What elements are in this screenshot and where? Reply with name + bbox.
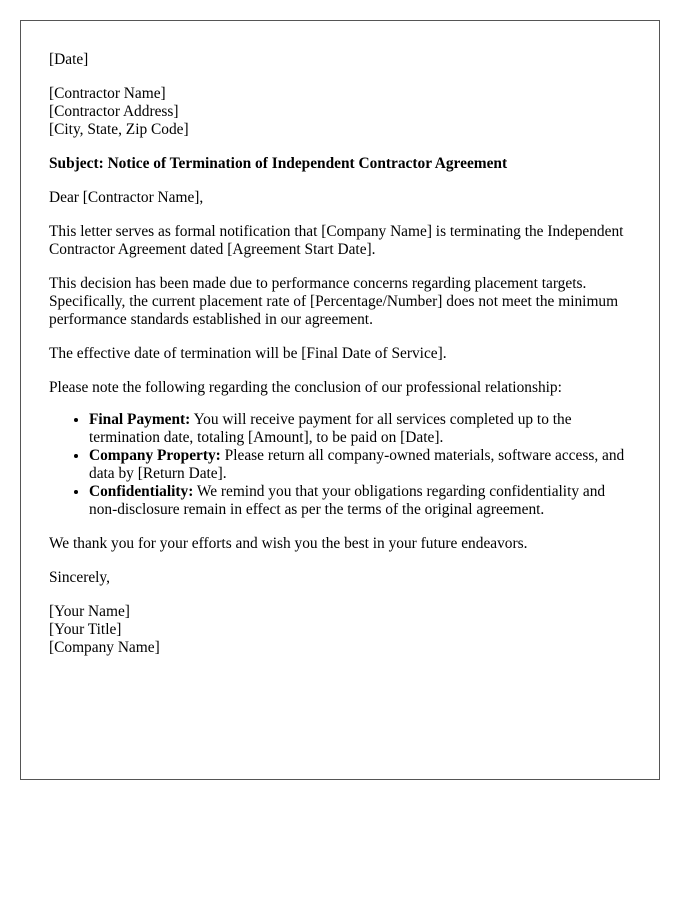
signature-company: [Company Name] [49,639,160,656]
list-item-text: Please return all company-owned materials, software access, and data by [Return Date]. [89,447,625,482]
signature-block [49,603,631,657]
list-item-text: We remind you that your obligations regarding confidentiality and non-disclosure remain in effect as per the terms of the original agreement. [89,483,606,518]
list-item-title: Final Payment: [89,411,191,428]
list-item [89,411,631,447]
recipient-name: [Contractor Name] [49,85,166,102]
paragraph-list-intro: Please note the following regarding the conclusion of our professional relationship: [49,379,562,396]
recipient-block [49,85,631,139]
list-item-title: Company Property: [89,447,221,464]
letter-page [20,20,660,780]
terms-list [49,411,631,519]
paragraph-notification: This letter serves as formal notification that [Company Name] is terminating the Independent Contractor Agreement dated [Agreement Start Date]. [49,223,624,258]
signature-name: [Your Name] [49,603,130,620]
closing-paragraph: We thank you for your efforts and wish you the best in your future endeavors. [49,535,528,552]
list-item [89,483,631,519]
paragraph-reason: This decision has been made due to performance concerns regarding placement targets. Specifically, the current placement rate of [Percentage/Number] does not meet the minimum performance standards established in our agreement. [49,275,619,328]
list-item [89,447,631,483]
list-item-text: You will receive payment for all services completed up to the termination date, totaling [Amount], to be paid on [Date]. [89,411,572,446]
signature-title: [Your Title] [49,621,122,638]
list-item-title: Confidentiality: [89,483,194,500]
letter-greeting: Dear [Contractor Name], [49,189,204,206]
recipient-address: [Contractor Address] [49,103,179,120]
letter-date: [Date] [49,51,89,68]
recipient-city: [City, State, Zip Code] [49,121,189,138]
letter-subject: Subject: Notice of Termination of Independent Contractor Agreement [49,155,508,172]
closing-salutation: Sincerely, [49,569,110,586]
paragraph-effective-date: The effective date of termination will be [Final Date of Service]. [49,345,447,362]
